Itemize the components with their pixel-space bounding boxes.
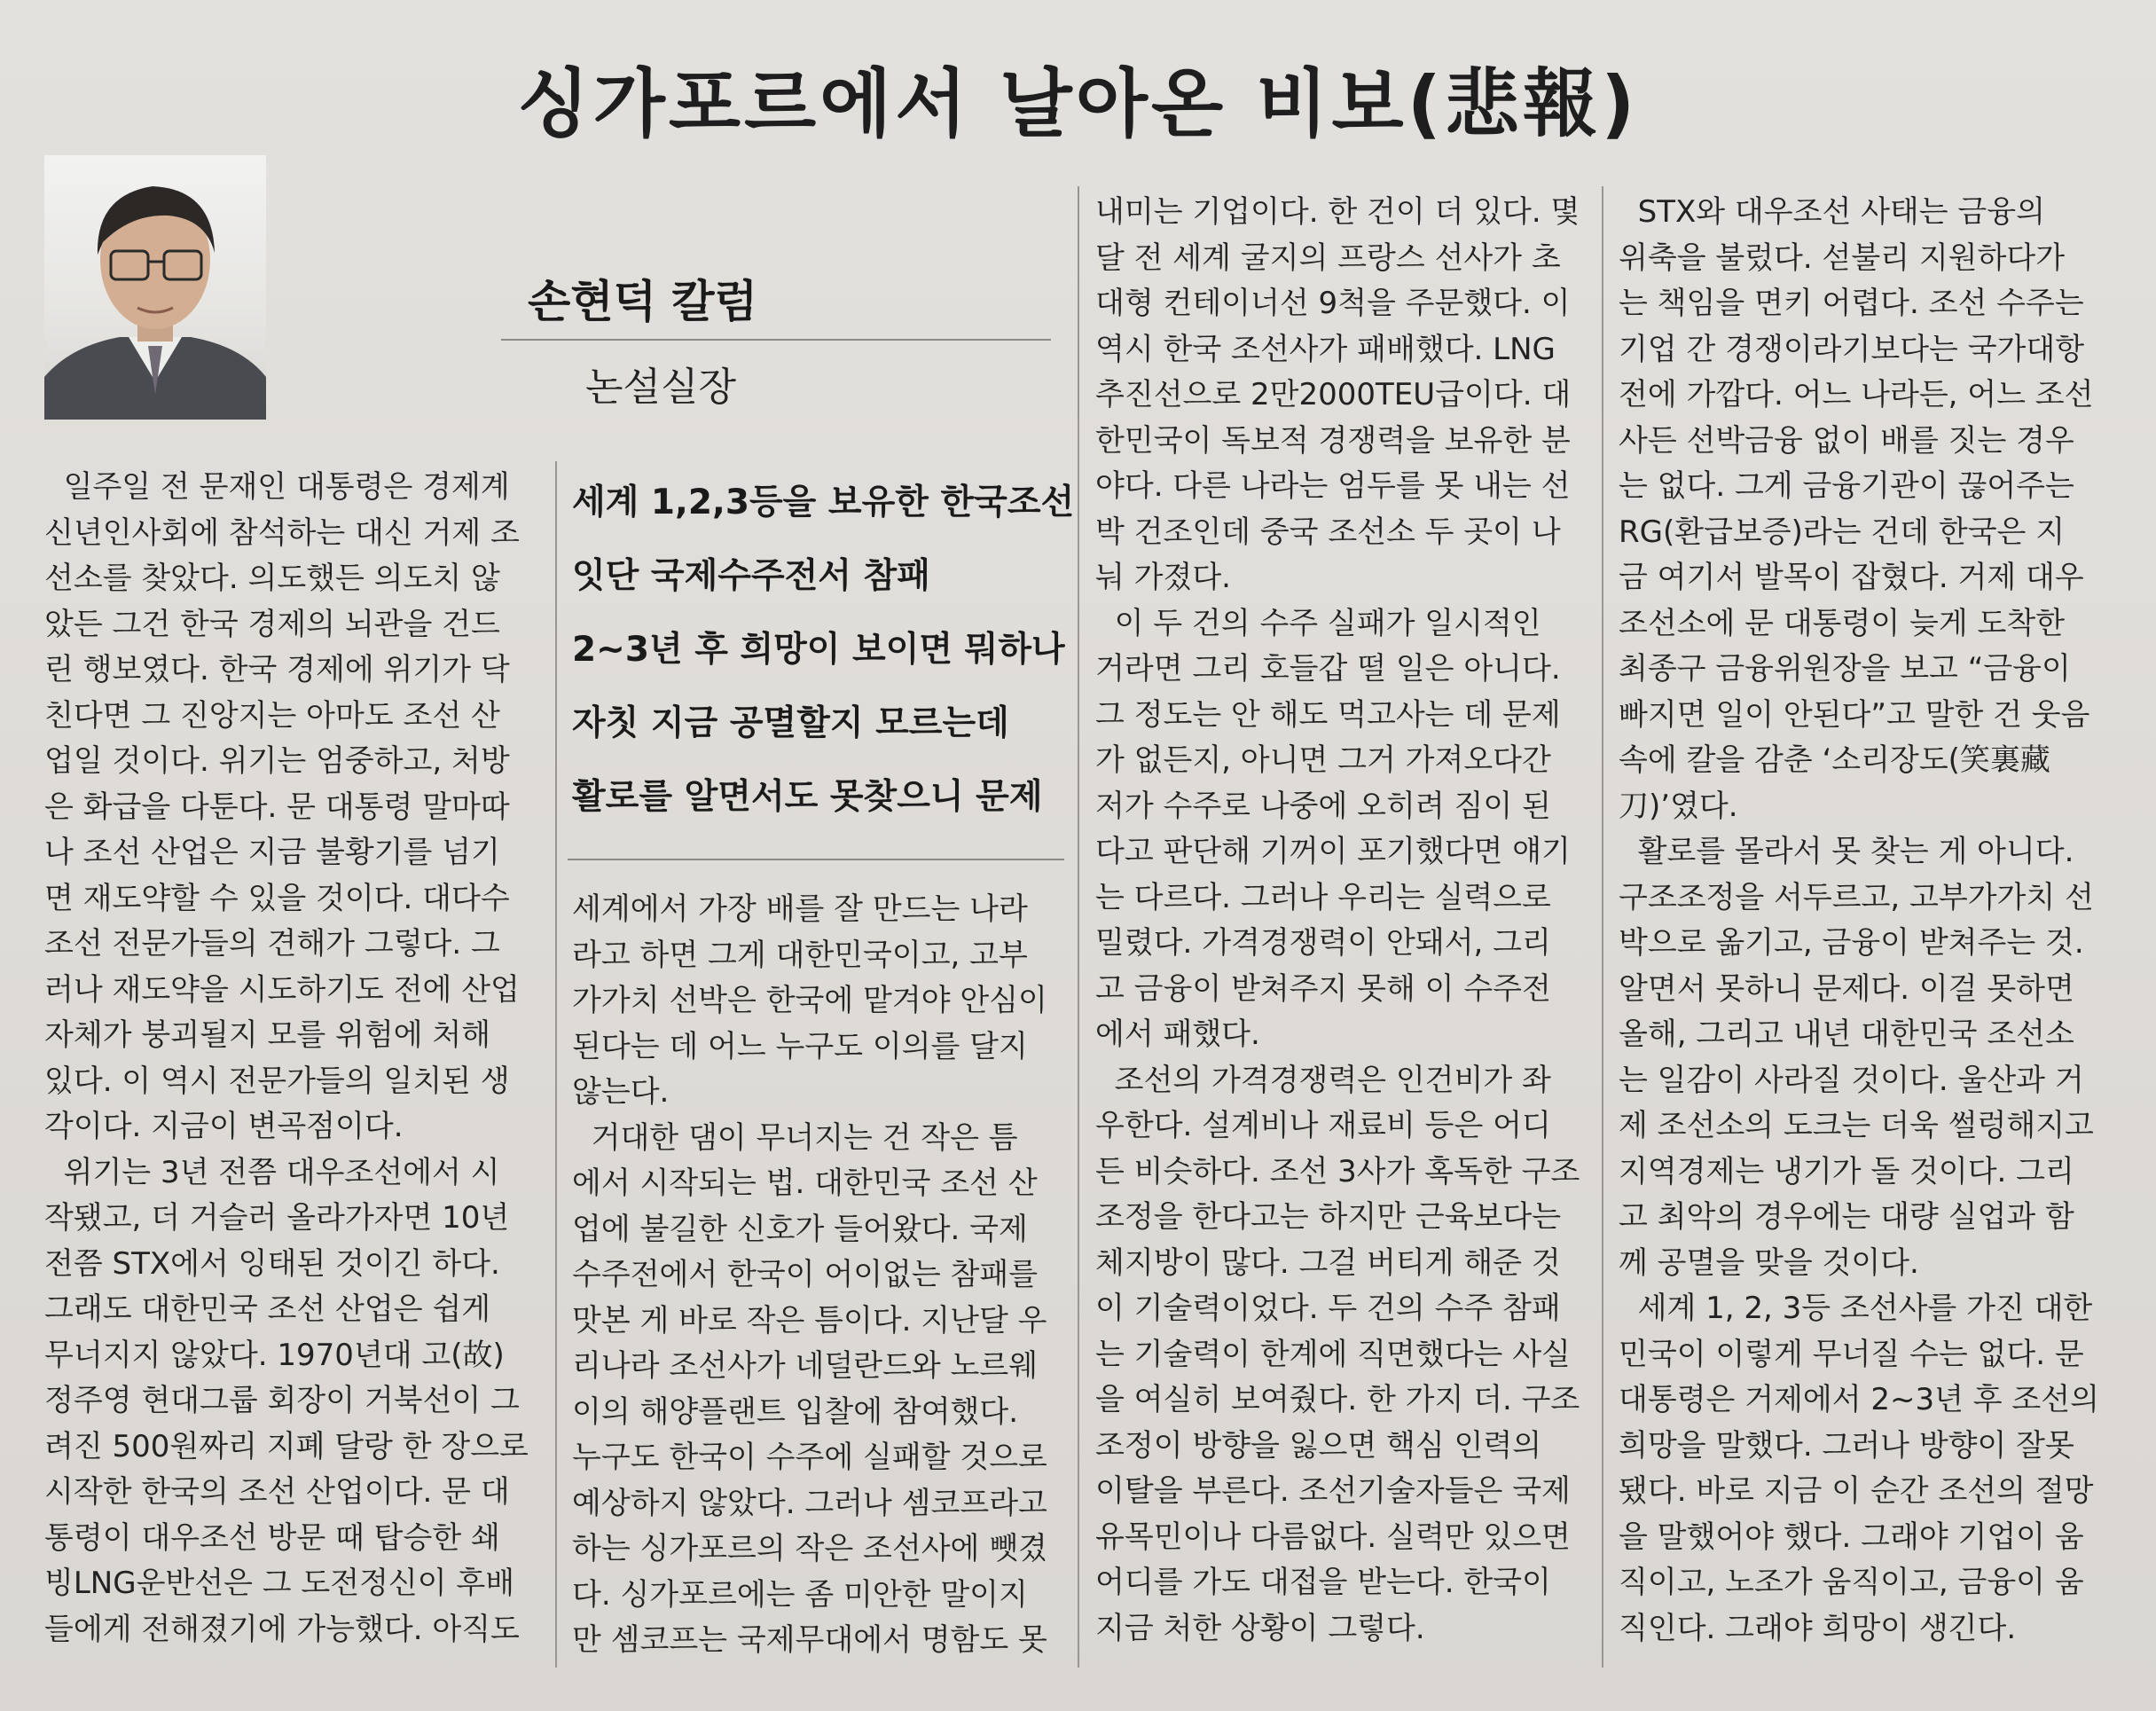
article-column-1 <box>44 465 529 1652</box>
text-line: 이탈을 부른다. 조선기술자들은 국제 <box>1095 1473 1571 1509</box>
text-line: 자체가 붕괴될지 모를 위험에 처해 <box>44 1017 491 1053</box>
text-line: 고 최악의 경우에는 대량 실업과 함 <box>1619 1199 2074 1235</box>
text-line: 제 조선소의 도크는 더욱 썰렁해지고 <box>1619 1108 2094 1143</box>
text-line: 신년인사회에 참석하는 대신 거제 조 <box>44 514 520 551</box>
text-line: 이 기술력이었다. 두 건의 수주 참패 <box>1095 1291 1561 1326</box>
text-line: 위축을 불렀다. 섣불리 지원하다가 <box>1619 239 2066 276</box>
text-line: 에서 패했다. <box>1095 1016 1260 1052</box>
subheading-line: 잇단 국제수주전서 참패 <box>572 556 930 596</box>
text-line: 刀)’였다. <box>1619 788 1738 824</box>
text-line: 든 비슷하다. 조선 3사가 혹독한 구조 <box>1095 1153 1580 1189</box>
text-line: 거라면 그리 호들갑 떨 일은 아니다. <box>1095 651 1561 687</box>
text-line: 빠지면 일이 안된다”고 말한 건 웃음 <box>1619 696 2090 733</box>
text-line: 린 행보였다. 한국 경제에 위기가 닥 <box>44 652 510 687</box>
text-line: 다. 싱가포르에는 좀 미안한 말이지 <box>572 1576 1028 1613</box>
text-line: 그 정도는 안 해도 먹고사는 데 문제 <box>1095 696 1561 733</box>
article-column-2 <box>572 887 1047 1664</box>
text-line: 그래도 대한민국 조선 산업은 쉽게 <box>44 1291 491 1327</box>
text-line: 는 책임을 면키 어렵다. 조선 수주는 <box>1619 286 2084 321</box>
text-line: 우한다. 설계비나 재료비 등은 어디 <box>1095 1108 1551 1143</box>
text-line: 고 금융이 받쳐주지 못해 이 수주전 <box>1095 970 1551 1007</box>
text-line: 다고 판단해 기꺼이 포기했다면 얘기 <box>1095 834 1571 869</box>
text-line: 최종구 금융위원장을 보고 “금융이 <box>1619 651 2071 687</box>
text-line: STX와 대우조선 사태는 금융의 <box>1619 194 2045 230</box>
text-line: 활로를 몰라서 못 찾는 게 아니다. <box>1619 834 2074 869</box>
text-line: 무너지지 않았다. 1970년대 고(故) <box>44 1337 505 1373</box>
text-line: 어디를 가도 대접을 받는다. 한국이 <box>1095 1565 1551 1600</box>
text-line: 을 말했어야 했다. 그래야 기업이 움 <box>1619 1519 2084 1555</box>
text-line: 나 조선 산업은 지금 불황기를 넘기 <box>44 835 500 870</box>
text-line: 속에 칼을 감춘 ‘소리장도(笑裏藏 <box>1619 742 2050 778</box>
text-line: 박으로 옮기고, 금융이 받쳐주는 것. <box>1619 925 2084 961</box>
text-line: 알면서 못하니 문제다. 이걸 못하면 <box>1619 970 2074 1007</box>
text-line: 한민국이 독보적 경쟁력을 보유한 분 <box>1095 422 1571 459</box>
text-line: 조정을 한다고는 하지만 근육보다는 <box>1095 1199 1562 1235</box>
text-line: 조선의 가격경쟁력은 인건비가 좌 <box>1095 1062 1551 1098</box>
text-line: 전쯤 STX에서 잉태된 것이긴 하다. <box>44 1245 500 1282</box>
text-line: 맛본 게 바로 작은 틈이다. 지난달 우 <box>572 1302 1047 1338</box>
text-line: 은 화급을 다툰다. 문 대통령 말마따 <box>44 789 510 825</box>
text-line: 조정이 방향을 잃으면 핵심 인력의 <box>1095 1427 1542 1464</box>
text-line: 수주전에서 한국이 어이없는 참패를 <box>572 1257 1039 1292</box>
text-line: 는 기술력이 한계에 직면했다는 사실 <box>1095 1336 1571 1372</box>
text-line: 거대한 댐이 무너지는 건 작은 틈 <box>572 1119 1018 1156</box>
text-line: 각이다. 지금이 변곡점이다. <box>44 1109 404 1144</box>
text-line: 않는다. <box>572 1074 670 1110</box>
column-divider <box>555 461 557 1668</box>
text-line: 됐다. 바로 지금 이 순간 조선의 절망 <box>1619 1473 2094 1509</box>
text-line: 직이고, 노조가 움직이고, 금융이 움 <box>1619 1565 2084 1600</box>
text-line: 박 건조인데 중국 조선소 두 곳이 나 <box>1095 514 1561 550</box>
article-column-4 <box>1619 190 2099 1652</box>
text-line: 조선 전문가들의 견해가 그렇다. 그 <box>44 926 500 961</box>
text-line: 는 없다. 그게 금융기관이 끊어주는 <box>1619 468 2074 504</box>
text-line: 리나라 조선사가 네덜란드와 노르웨 <box>572 1348 1039 1384</box>
text-line: 만 셈코프는 국제무대에서 명함도 못 <box>572 1622 1047 1658</box>
subheading-divider <box>568 859 1064 860</box>
text-line: 구조조정을 서두르고, 고부가가치 선 <box>1619 879 2094 915</box>
text-line: 이 두 건의 수주 실패가 일시적인 <box>1095 605 1541 641</box>
text-line: 야다. 다른 나라는 엄두를 못 내는 선 <box>1095 468 1571 504</box>
text-line: 금 여기서 발목이 잡혔다. 거제 대우 <box>1619 560 2084 595</box>
text-line: 지금 처한 상황이 그렇다. <box>1095 1610 1425 1646</box>
text-line: 업에 불길한 신호가 들어왔다. 국제 <box>572 1211 1028 1247</box>
text-line: 전에 가깝다. 어느 나라든, 어느 조선 <box>1619 377 2094 412</box>
text-line: 하는 싱가포르의 작은 조선사에 뺏겼 <box>572 1531 1047 1566</box>
text-line: 께 공멸을 맞을 것이다. <box>1619 1244 1919 1281</box>
text-line: RG(환급보증)라는 건데 한국은 지 <box>1619 514 2066 550</box>
text-line: 역시 한국 조선사가 패배했다. LNG <box>1095 331 1556 367</box>
subheading-block <box>572 466 1074 834</box>
subheading-line: 2~3년 후 희망이 보이면 뭐하나 <box>572 630 1065 670</box>
subheading-line: 활로를 알면서도 못찾으니 문제 <box>572 777 1043 817</box>
text-line: 지역경제는 냉기가 돌 것이다. 그리 <box>1619 1153 2074 1189</box>
text-line: 추진선으로 2만2000TEU급이다. 대 <box>1095 377 1572 412</box>
text-line: 눠 가졌다. <box>1095 560 1231 595</box>
text-line: 친다면 그 진앙지는 아마도 조선 산 <box>44 697 500 734</box>
text-line: 유목민이나 다름없다. 실력만 있으면 <box>1095 1519 1571 1555</box>
text-line: 시작한 한국의 조선 산업이다. 문 대 <box>44 1474 510 1510</box>
text-line: 된다는 데 어느 누구도 이의를 달지 <box>572 1028 1028 1064</box>
text-line: 대형 컨테이너선 9척을 주문했다. 이 <box>1095 286 1571 321</box>
text-line: 있다. 이 역시 전문가들의 일치된 생 <box>44 1063 510 1099</box>
text-line: 을 여실히 보여줬다. 한 가지 더. 구조 <box>1095 1382 1580 1417</box>
text-line: 았든 그건 한국 경제의 뇌관을 건드 <box>44 606 500 642</box>
text-line: 정주영 현대그룹 회장이 거북선이 그 <box>44 1383 520 1418</box>
text-line: 민국이 이렇게 무너질 수는 없다. 문 <box>1619 1336 2084 1372</box>
text-line: 기업 간 경쟁이라기보다는 국가대항 <box>1619 331 2085 367</box>
text-line: 누구도 한국이 수주에 실패할 것으로 <box>572 1440 1047 1475</box>
text-line: 가 없든지, 아니면 그거 가져오다간 <box>1095 742 1551 778</box>
text-line: 일주일 전 문재인 대통령은 경제계 <box>44 469 510 505</box>
text-line: 가가치 선박은 한국에 맡겨야 안심이 <box>572 983 1047 1018</box>
text-line: 이의 해양플랜트 입찰에 참여했다. <box>572 1393 1019 1430</box>
text-line: 저가 수주로 나중에 오히려 짐이 된 <box>1095 788 1551 824</box>
text-line: 세계 1, 2, 3등 조선사를 가진 대한 <box>1619 1291 2093 1326</box>
text-line: 면 재도약할 수 있을 것이다. 대다수 <box>44 880 510 916</box>
text-line: 는 다르다. 그러나 우리는 실력으로 <box>1095 879 1551 915</box>
text-line: 직인다. 그래야 희망이 생긴다. <box>1619 1610 2017 1646</box>
text-line: 러나 재도약을 시도하기도 전에 산업 <box>44 971 520 1008</box>
text-line: 선소를 찾았다. 의도했든 의도치 않 <box>44 561 500 596</box>
article-column-3 <box>1095 190 1580 1652</box>
column-divider <box>1602 186 1603 1668</box>
text-line: 체지방이 많다. 그걸 버티게 해준 것 <box>1095 1244 1561 1281</box>
byline-name: 손현덕 칼럼 <box>528 276 757 327</box>
text-line: 사든 선박금융 없이 배를 짓는 경우 <box>1619 422 2074 459</box>
text-line: 작됐고, 더 거슬러 올라가자면 10년 <box>44 1200 510 1236</box>
text-line: 올해, 그리고 내년 대한민국 조선소 <box>1619 1016 2074 1052</box>
text-line: 밀렸다. 가격경쟁력이 안돼서, 그리 <box>1095 925 1551 961</box>
text-line: 들에게 전해졌기에 가능했다. 아직도 <box>44 1611 520 1647</box>
author-photo <box>44 155 266 420</box>
subheading-line: 세계 1,2,3등을 보유한 한국조선 <box>572 483 1075 522</box>
byline-divider <box>501 339 1051 341</box>
text-line: 세계에서 가장 배를 잘 만드는 나라 <box>572 891 1028 927</box>
text-line: 내미는 기업이다. 한 건이 더 있다. 몇 <box>1095 194 1580 230</box>
text-line: 희망을 말했다. 그러나 방향이 잘못 <box>1619 1427 2074 1464</box>
byline-title: 논설실장 <box>585 365 737 410</box>
text-line: 에서 시작되는 법. 대한민국 조선 산 <box>572 1166 1038 1201</box>
text-line: 업일 것이다. 위기는 엄중하고, 처방 <box>44 743 510 779</box>
text-line: 려진 500원짜리 지폐 달랑 한 장으로 <box>44 1428 529 1464</box>
text-line: 달 전 세계 굴지의 프랑스 선사가 초 <box>1095 239 1561 276</box>
text-line: 통령이 대우조선 방문 때 탑승한 쇄 <box>44 1519 500 1556</box>
text-line: 예상하지 않았다. 그러나 셈코프라고 <box>572 1485 1047 1521</box>
text-line: 라고 하면 그게 대한민국이고, 고부 <box>572 937 1028 973</box>
text-line: 대통령은 거제에서 2~3년 후 조선의 <box>1619 1382 2099 1417</box>
text-line: 빙LNG운반선은 그 도전정신이 후배 <box>44 1566 515 1601</box>
text-line: 조선소에 문 대통령이 늦게 도착한 <box>1619 605 2066 641</box>
subheading-line: 자칫 지금 공멸할지 모르는데 <box>572 703 1009 743</box>
text-line: 는 일감이 사라질 것이다. 울산과 거 <box>1619 1062 2084 1098</box>
headline: 싱가포르에서 날아온 비보(悲報) <box>517 60 1639 147</box>
text-line: 위기는 3년 전쯤 대우조선에서 시 <box>44 1154 500 1190</box>
column-divider <box>1078 186 1079 1668</box>
